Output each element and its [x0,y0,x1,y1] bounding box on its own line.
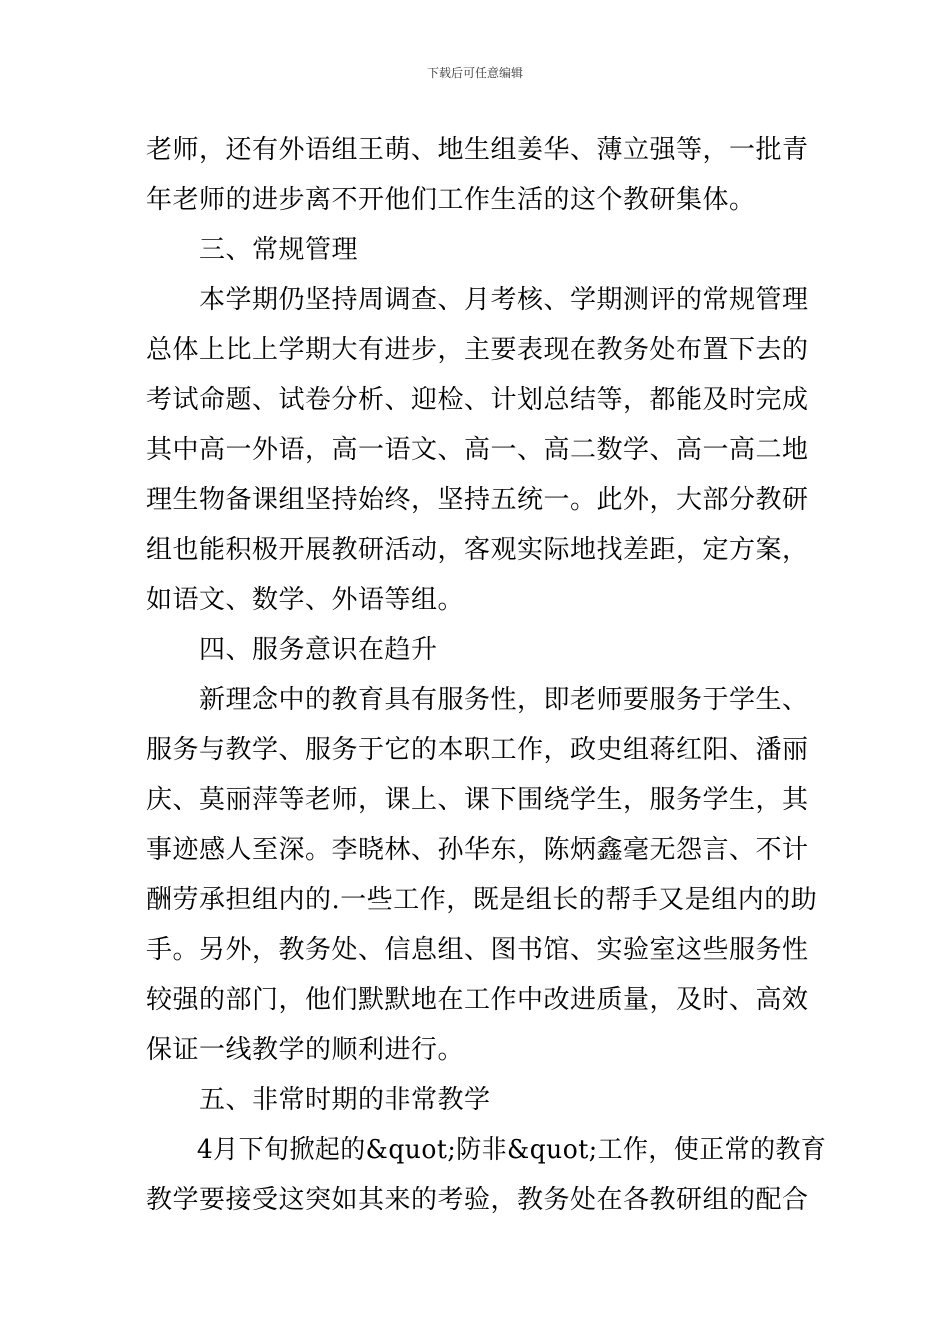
text-line: 庆、莫丽萍等老师，课上、课下围绕学生，服务学生，其 [146,785,809,815]
text-line: 组也能积极开展教研活动，客观实际地找差距，定方案， [146,535,809,565]
text-line: 4月下旬掀起的&quot;防非&quot;工作，使正常的教育 [146,1135,827,1165]
text-line: 老师，还有外语组王萌、地生组姜华、薄立强等，一批青 [146,135,809,165]
section-heading: 三、常规管理 [146,235,359,265]
text-line: 本学期仍坚持周调查、月考核、学期测评的常规管理 [146,285,809,315]
text-line: 教学要接受这突如其来的考验，教务处在各教研组的配合 [146,1185,809,1215]
text-line: 如语文、数学、外语等组。 [146,585,465,615]
text-line: 总体上比上学期大有进步，主要表现在教务处布置下去的 [146,335,809,365]
page-header: 下载后可任意编辑 [426,66,523,80]
section-heading: 五、非常时期的非常教学 [146,1085,491,1115]
text-line: 新理念中的教育具有服务性，即老师要服务于学生、 [146,685,809,715]
text-line: 年老师的进步离不开他们工作生活的这个教研集体。 [146,185,756,215]
text-line: 事迹感人至深。李晓林、孙华东，陈炳鑫毫无怨言、不计 [146,835,809,865]
text-line: 考试命题、试卷分析、迎检、计划总结等，都能及时完成 [146,385,809,415]
text-line: 保证一线教学的顺利进行。 [146,1035,465,1065]
text-line: 服务与教学、服务于它的本职工作，政史组蒋红阳、潘丽 [146,735,809,765]
text-line: 酬劳承担组内的.一些工作，既是组长的帮手又是组内的助 [146,885,818,915]
section-heading: 四、服务意识在趋升 [146,635,438,665]
text-line: 其中高一外语，高一语文、高一、高二数学、高一高二地 [146,435,809,465]
text-line: 较强的部门，他们默默地在工作中改进质量，及时、高效 [146,985,809,1015]
text-line: 理生物备课组坚持始终，坚持五统一。此外，大部分教研 [146,485,809,515]
text-line: 手。另外，教务处、信息组、图书馆、实验室这些服务性 [146,935,809,965]
